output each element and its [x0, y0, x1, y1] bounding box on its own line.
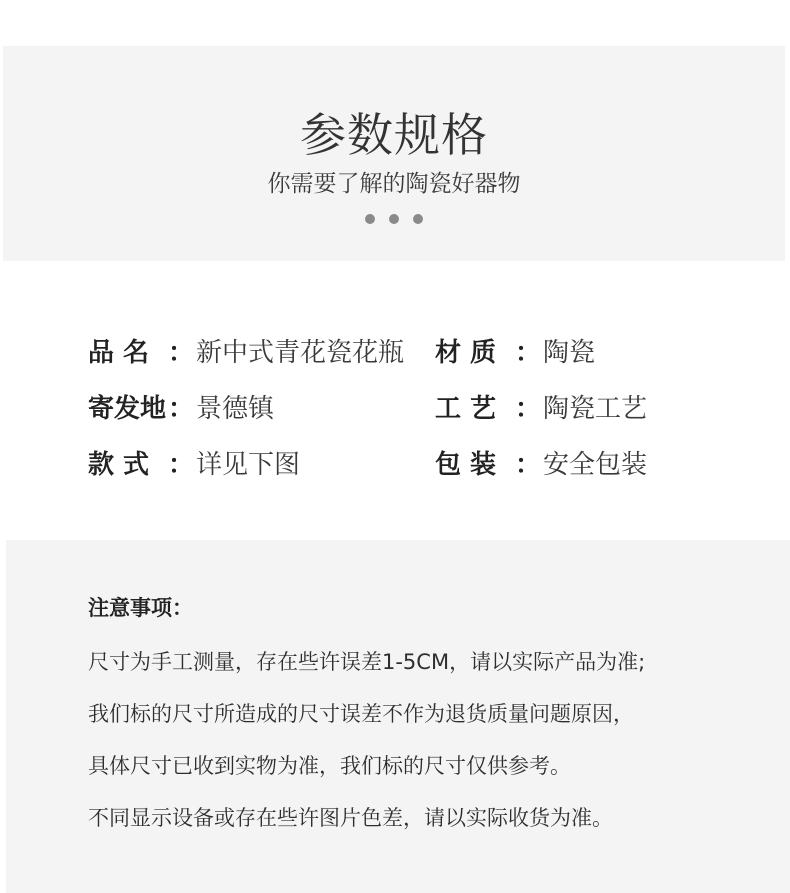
spec-label: 工 艺	[435, 394, 497, 424]
notice-line: 尺寸为手工测量，存在些许误差1-5CM，请以实际产品为准;	[88, 650, 646, 674]
spec-label: 款 式	[88, 450, 150, 480]
spec-row	[88, 437, 708, 493]
spec-label: 包 装	[435, 450, 497, 480]
decorative-dots	[3, 214, 785, 224]
spec-item-name	[88, 333, 435, 373]
notice-line: 不同显示设备或存在些许图片色差，请以实际收货为准。	[88, 806, 613, 830]
spec-table	[88, 325, 708, 493]
spec-colon: ：	[515, 450, 542, 480]
spec-item-material	[435, 333, 595, 373]
spec-colon: ：	[168, 450, 195, 480]
spec-value: 陶瓷工艺	[543, 394, 648, 424]
spec-colon: ：	[515, 394, 542, 424]
dot-icon	[389, 214, 399, 224]
spec-item-origin	[88, 389, 435, 429]
spec-item-style	[88, 445, 435, 485]
dot-icon	[365, 214, 375, 224]
spec-colon: ：	[515, 338, 542, 368]
header-panel	[3, 46, 785, 261]
notice-line: 我们标的尺寸所造成的尺寸误差不作为退货质量问题原因，	[88, 702, 634, 726]
spec-label: 寄发地	[88, 394, 167, 424]
spec-value: 新中式青花瓷花瓶	[196, 338, 405, 368]
notice-line: 具体尺寸已收到实物为准，我们标的尺寸仅供参考。	[88, 754, 571, 778]
page-title: 参数规格	[300, 108, 488, 162]
spec-value: 安全包装	[543, 450, 648, 480]
spec-value: 详见下图	[196, 450, 301, 480]
spec-value: 景德镇	[196, 394, 275, 424]
notice-panel	[6, 540, 790, 893]
dot-icon	[413, 214, 423, 224]
spec-item-packaging	[435, 445, 647, 485]
spec-value: 陶瓷	[543, 338, 596, 368]
spec-item-craft	[435, 389, 647, 429]
spec-label: 材 质	[435, 338, 497, 368]
spec-row	[88, 325, 708, 381]
spec-colon: ：	[168, 338, 195, 368]
notice-title: 注意事项：	[88, 596, 193, 620]
spec-label: 品 名	[88, 338, 150, 368]
spec-row	[88, 381, 708, 437]
page-subtitle: 你需要了解的陶瓷好器物	[267, 171, 521, 197]
spec-colon: ：	[168, 394, 195, 424]
